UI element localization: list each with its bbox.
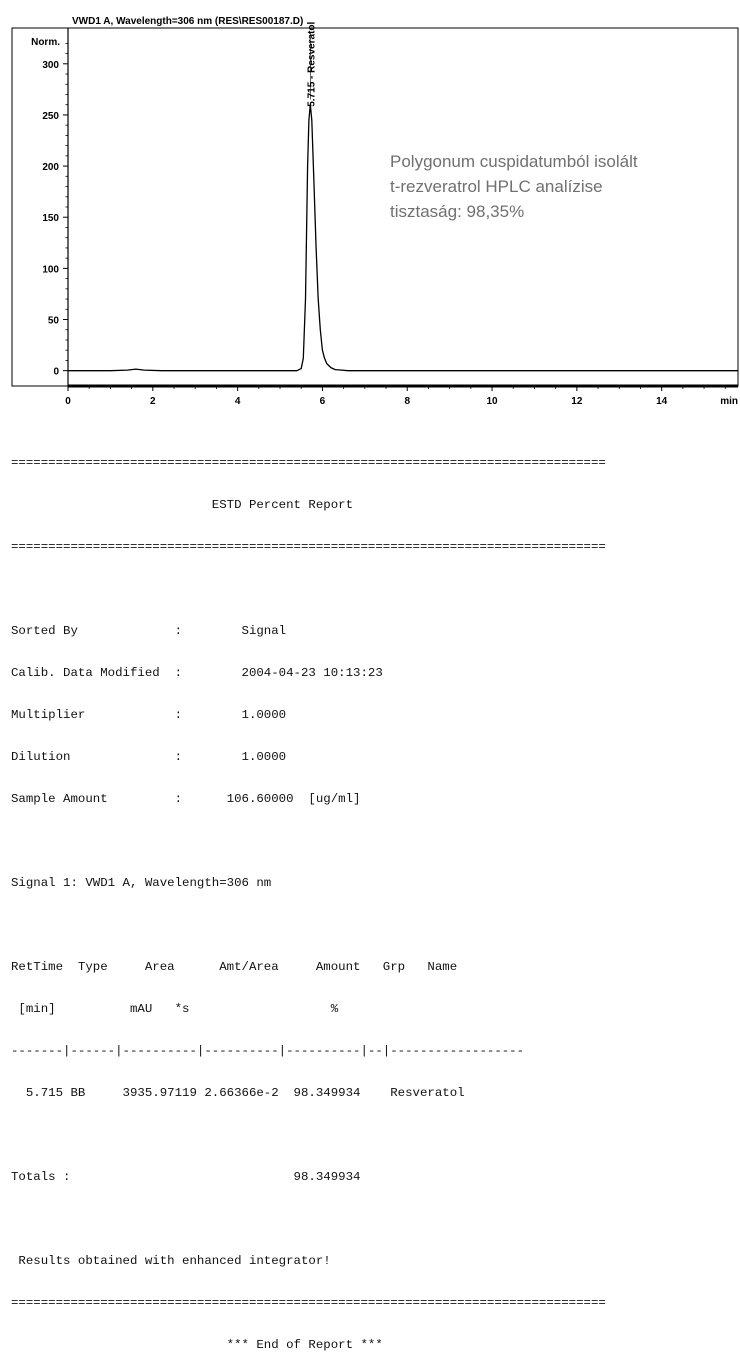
table-header-1: RetTime Type Area Amt/Area Amount Grp Name xyxy=(11,960,458,974)
annotation-line-1: Polygonum cuspidatumból isolált xyxy=(390,152,638,171)
peak-label: 5.715 - Resveratol xyxy=(306,21,318,107)
x-tick-label-14: 14 xyxy=(656,396,668,407)
x-tick-label-12: 12 xyxy=(571,396,583,407)
y-tick-label-250: 250 xyxy=(42,110,59,122)
table-divider: -------|------|----------|----------|----------|--|------------------ xyxy=(11,1044,525,1058)
param-sample-amount: Sample Amount : 106.60000 [ug/ml] xyxy=(11,792,361,806)
separator-under-heading: ================================================================================ xyxy=(11,540,606,554)
separator-top: ================================================================================ xyxy=(11,456,606,470)
chromatogram-svg xyxy=(0,0,740,410)
totals-line: Totals : 98.349934 xyxy=(11,1170,361,1184)
param-multiplier: Multiplier : 1.0000 xyxy=(11,708,287,722)
series-line-0 xyxy=(68,105,738,371)
separator-bottom: ================================================================================ xyxy=(11,1296,606,1310)
y-axis-label: Norm. xyxy=(31,37,60,48)
estd-report xyxy=(11,428,606,1366)
annotation-line-2: t-rezveratrol HPLC analízise xyxy=(390,177,603,196)
table-header-2: [min] mAU *s % xyxy=(11,1002,339,1016)
signal-line: Signal 1: VWD1 A, Wavelength=306 nm xyxy=(11,876,272,890)
y-tick-label-150: 150 xyxy=(42,213,59,225)
param-dilution: Dilution : 1.0000 xyxy=(11,750,287,764)
x-tick-label-4: 4 xyxy=(234,396,241,407)
x-axis-label: min xyxy=(720,396,738,407)
x-tick-label-10: 10 xyxy=(486,396,498,407)
y-tick-label-50: 50 xyxy=(47,315,59,327)
y-tick-label-100: 100 xyxy=(42,264,59,276)
x-tick-label-6: 6 xyxy=(319,396,326,407)
plot-frame xyxy=(12,28,738,386)
x-tick-label-2: 2 xyxy=(150,396,156,407)
y-tick-label-0: 0 xyxy=(53,366,59,378)
results-note: Results obtained with enhanced integrator! xyxy=(11,1254,331,1268)
annotation-line-3: tisztaság: 98,35% xyxy=(390,202,525,221)
param-calib-date: Calib. Data Modified : 2004-04-23 10:13:23 xyxy=(11,666,383,680)
end-of-report: *** End of Report *** xyxy=(11,1338,383,1352)
x-tick-label-0: 0 xyxy=(65,396,71,407)
y-tick-label-200: 200 xyxy=(42,162,59,174)
x-tick-label-8: 8 xyxy=(404,396,411,407)
chart-title: VWD1 A, Wavelength=306 nm (RES\RES00187.D) xyxy=(72,16,304,27)
chromatogram xyxy=(0,0,740,410)
y-tick-label-300: 300 xyxy=(42,59,59,71)
table-row: 5.715 BB 3935.97119 2.66366e-2 98.349934 Resveratol xyxy=(11,1086,465,1100)
report-heading: ESTD Percent Report xyxy=(11,498,354,512)
param-sorted-by: Sorted By : Signal xyxy=(11,624,287,638)
